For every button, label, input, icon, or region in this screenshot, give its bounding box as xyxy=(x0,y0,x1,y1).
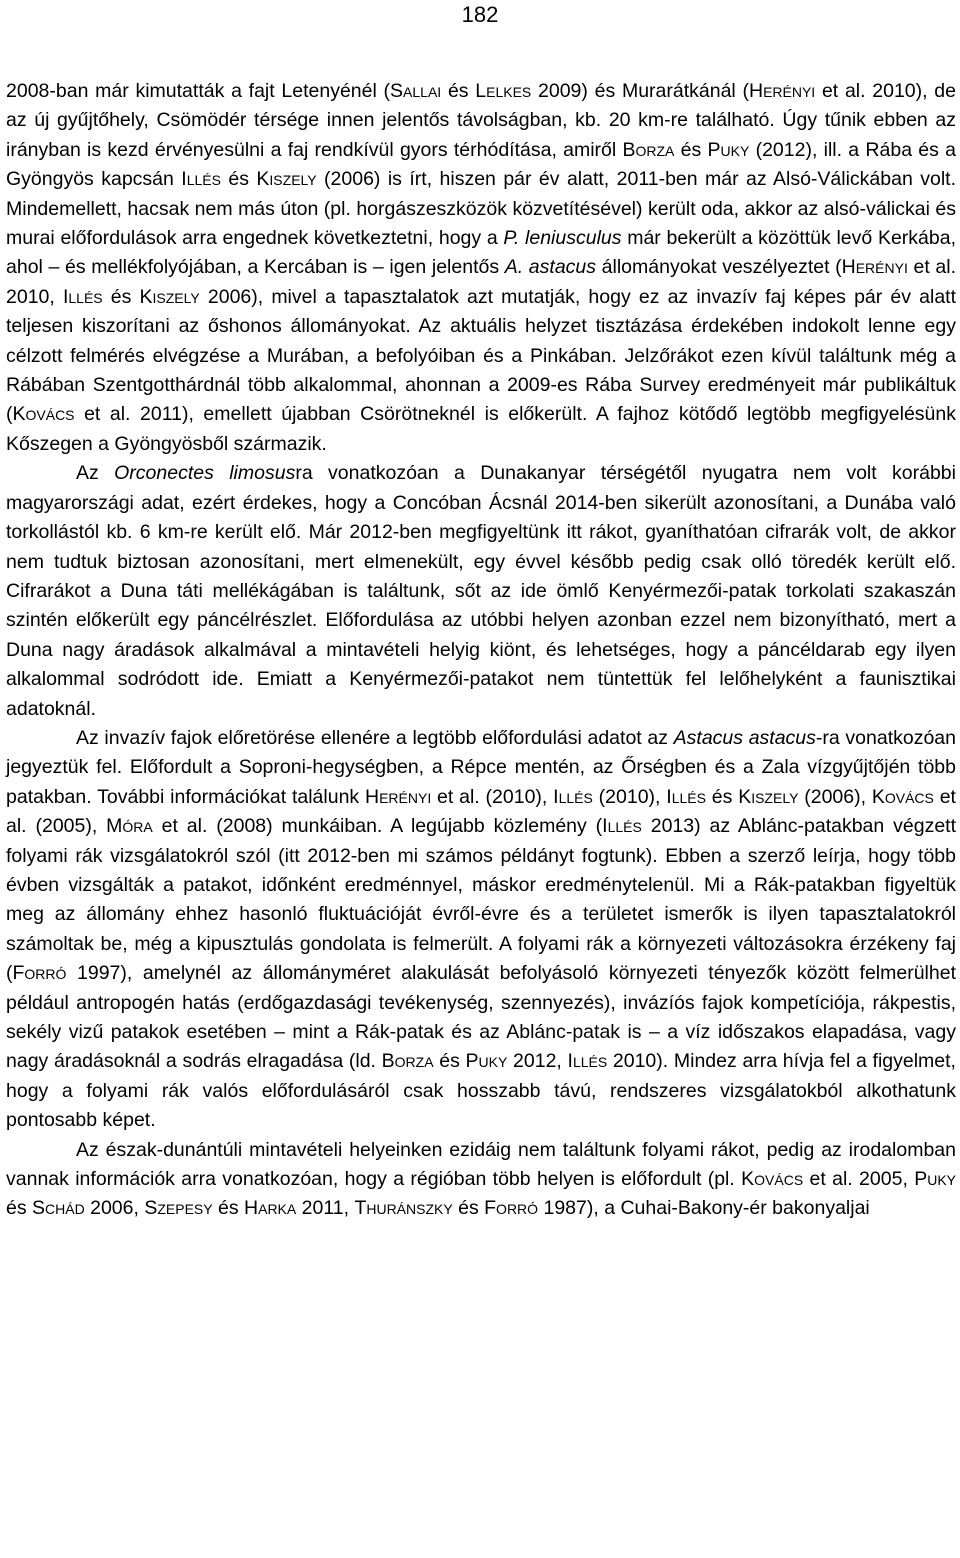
text-run: -ra vonatkozóan jegyeztük fel. Előfordult a Soproni-hegységben, a Répce mentén, az Őrségben és a Zala vízgyűjtőjén több patakban. További információkat találunk xyxy=(6,726,956,808)
author-name: Kiszely xyxy=(738,785,799,808)
text-run: 2006), mivel a tapasztalatok azt mutatják, hogy ez az invazív faj képes pár év alatt teljesen kiszorítani az őshonos állományokat. Az aktuális helyzet tisztázása érdekében indokolt lenne egy célzott felmérés elvégzése a Murában, a befolyóiban és a Pinkában. Jelzőrákot ezen kívül találtunk még a Rábában Szentgotthárdnál több alkalommal, ahonnan a 2009-es Rába Survey eredményeit már publikáltuk ( xyxy=(6,285,957,426)
text-run: és xyxy=(441,80,476,102)
text-run: Az észak-dunántúli mintavételi helyeinken ezidáig nem találtunk folyami rákot, pedig az irodalomban vannak információk arra vonatkozóan, hogy a régióban több helyen is előfordult (pl. xyxy=(6,1138,956,1191)
text-run: és xyxy=(433,1050,466,1073)
author-name: Kovács xyxy=(741,1168,804,1191)
text-run: 2010). Mindez arra hívja fel a figyelmet, hogy a folyami rák valós előfordulásáról csak hosszabb távú, rendszeres vizsgálatokból alkothatunk pontosabb képet. xyxy=(6,1050,956,1132)
text-run: már bekerült a közöttük levő Kerkába, ahol – és mellékfolyójában, a Kercában is – igen jelentős xyxy=(6,227,956,279)
author-name: Thuránszky xyxy=(354,1197,453,1220)
author-name: Harka xyxy=(244,1197,297,1220)
text-run: et al. (2005), xyxy=(6,785,956,838)
text-run: Az xyxy=(76,462,115,485)
author-name: Herényi xyxy=(748,80,816,102)
paragraph xyxy=(6,459,956,724)
text-run: és xyxy=(6,1197,33,1220)
text-run: és xyxy=(452,1197,485,1220)
author-name: Lelkes xyxy=(475,80,532,102)
author-name: Illés xyxy=(553,785,593,808)
text-run: és xyxy=(705,785,739,808)
text-run: (2006), xyxy=(798,785,872,808)
author-name: Puky xyxy=(914,1168,956,1191)
paragraph xyxy=(6,724,956,1136)
text-run: 1987), a Cuhai-Bakony-ér bakonyaljai xyxy=(538,1197,870,1220)
text-run: et al. 2010, xyxy=(6,256,957,308)
italic-term: Astacus astacus xyxy=(673,726,816,749)
italic-term: Orconectes limosus xyxy=(114,462,296,485)
italic-term: P. leniusculus xyxy=(503,227,622,250)
author-name: Illés xyxy=(567,1050,608,1073)
author-name: Borza xyxy=(381,1050,434,1073)
text-run: 2006, xyxy=(84,1197,145,1220)
author-name: Borza xyxy=(622,138,675,161)
author-name: Herényi xyxy=(841,256,908,279)
text-run: Az invazív fajok előretörése ellenére a legtöbb előfordulási adatot az xyxy=(76,726,674,749)
text-run: és xyxy=(674,138,708,161)
author-name: Illés xyxy=(666,785,706,808)
paragraph xyxy=(6,77,956,459)
text-run: 2011, xyxy=(296,1197,355,1220)
text-run: állományokat veszélyeztet ( xyxy=(596,256,842,279)
author-name: Puky xyxy=(707,138,750,161)
text-run: és xyxy=(212,1197,245,1220)
text-run: et al. (2008) munkáiban. A legújabb közlemény ( xyxy=(152,815,603,838)
paragraph xyxy=(6,1136,956,1224)
text-run: et al. 2005, xyxy=(803,1168,915,1191)
text-run: 2013) az Ablánc-patakban végzett folyami rák vizsgálatokról szól (itt 2012-ben mi számos példányt fogtunk). Ebben a szerző leírja, hogy több évben vizsgálták a patakot, időnként eredménnyel, máskor eredménytelenül. Mi a Rák-patakban figyeltük meg az állomány ehhez hasonló fluktuációját évről-évre és a területet ismerők is ilyen tapasztalatokról számoltak be, még a kipusztulás gondolata is felmerült. A folyami rák a környezeti változásokra érzékeny faj ( xyxy=(6,815,957,985)
text-run: (2012), ill. a Rába és a Gyöngyös kapcsán xyxy=(6,138,956,191)
author-name: Kovács xyxy=(12,403,75,426)
text-run: ra vonatkozóan a Dunakanyar térségétől nyugatra nem volt korábbi magyarországi adat, ezért érdekes, hogy a Concóban Ácsnál 2014-ben sikerült azonosítani, a Dunába való torkollástól kb. 6 km-re került elő. Már 2012-ben megfigyeltünk itt rákot, gyaníthatóan cifrarák volt, de akkor nem tudtuk biztosan azonosítani, mert elmenekült, egy évvel később pedig csak olló töredék került elő. Cifrarákot a Duna táti mellékágában is találtunk, sőt az ide ömlő Kenyérmezői-patak torkolati szakaszán szintén előkerült egy páncélrészlet. Előfordulása az utóbbi helyen azonban ezzel nem bizonyítható, mert a Duna nagy áradások alkalmával a mintavételi helyig kiönt, és lehetséges, hogy a páncéldarab egy ilyen alkalommal sodródott ide. Emiatt a Kenyérmezői-patakot nem tüntettük fel lelőhelyként a faunisztikai adatoknál. xyxy=(6,462,956,720)
text-run: et al. 2010), de az új gyűjtőhely, Csömödér térsége innen jelentős távolságban, kb. 20 km-re található. Úgy tűnik ebben az irányban is kezd érvényesülni a faj rendkívül gyors térhódítása, amiről xyxy=(6,80,956,161)
author-name: Móra xyxy=(106,815,153,838)
author-name: Forró xyxy=(484,1197,539,1220)
text-run: 2008-ban már kimutatták a fajt Letenyénél ( xyxy=(6,80,391,102)
italic-term: A. astacus xyxy=(504,256,597,279)
author-name: Szepesy xyxy=(144,1197,213,1220)
text-run: (2006) is írt, hiszen pár év alatt, 2011-ben már az Alsó-Válickában volt. Mindemellett, hacsak nem más úton (pl. horgászeszközök közvetítésével) került oda, akkor az alsó-válickai és murai előfordulások arra engednek következtetni, hogy a xyxy=(6,168,956,250)
author-name: Schád xyxy=(32,1197,85,1220)
text-run: 1997), amelynél az állományméret alakulását befolyásoló környezeti tényezők között felmerülhet például antropogén hatás (erdőgazdasági tevékenység, szennyezés), invázíós fajok kompetíciója, rákpestis, sekély vizű patakok esetében – mint a Rák-patak és az Ablánc-patak is – a víz időszakos elapadása, vagy nagy áradásoknál a sodrás elragadása (ld. xyxy=(6,962,956,1073)
author-name: Kiszely xyxy=(139,285,200,308)
page-number: 182 xyxy=(461,2,499,27)
text-run: és xyxy=(220,168,257,191)
author-name: Forró xyxy=(12,962,67,985)
author-name: Kiszely xyxy=(256,168,317,191)
author-name: Illés xyxy=(181,168,221,191)
text-run: 2012, xyxy=(507,1050,568,1073)
author-name: Illés xyxy=(62,285,103,308)
text-run: 2009) és Murarátkánál ( xyxy=(531,80,749,102)
author-name: Puky xyxy=(465,1050,508,1073)
text-run: és xyxy=(102,285,140,308)
text-run: et al. 2011), emellett újabban Csörötneknél is előkerült. A fajhoz kötődő legtöbb megfigyelésünk Kőszegen a Gyöngyösből származik. xyxy=(6,403,956,455)
author-name: Kovács xyxy=(871,785,934,808)
body-text xyxy=(6,77,956,1224)
text-run: (2010), xyxy=(592,785,667,808)
author-name: Sallai xyxy=(390,80,442,102)
author-name: Herényi xyxy=(365,785,432,808)
text-run: et al. (2010), xyxy=(431,785,554,808)
author-name: Illés xyxy=(602,815,642,838)
